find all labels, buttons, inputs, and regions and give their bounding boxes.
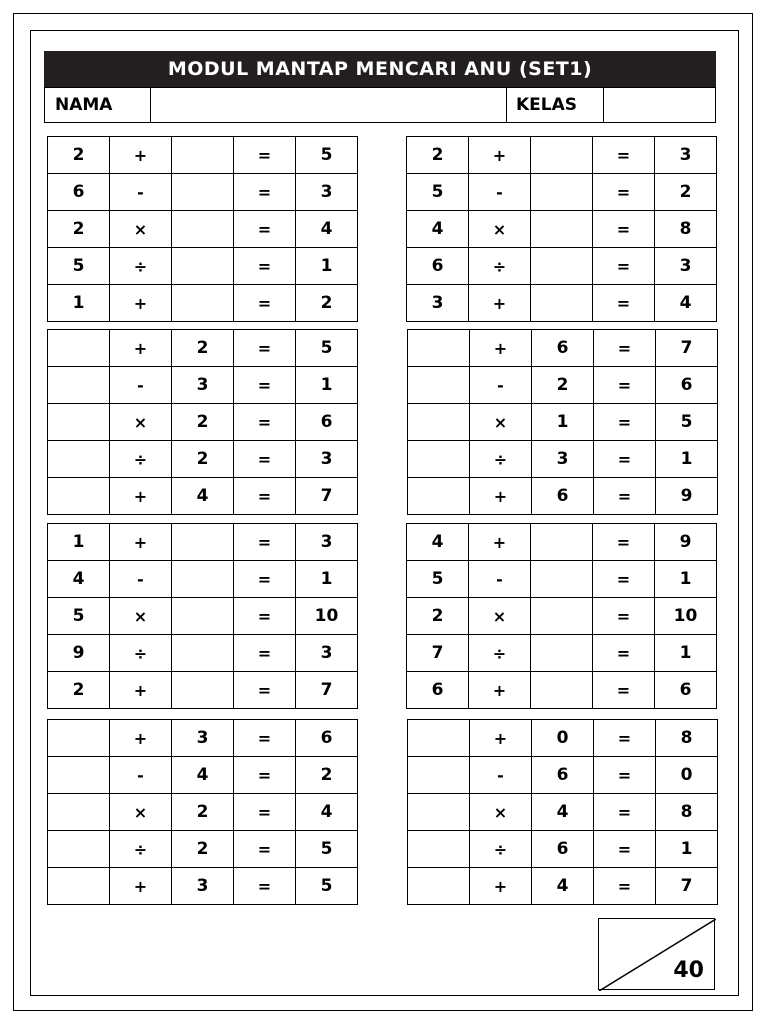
operand-b: 3	[532, 441, 594, 478]
operator: -	[110, 174, 172, 211]
operator: +	[110, 524, 172, 561]
result: 5	[296, 137, 358, 174]
result: 6	[296, 404, 358, 441]
operator: -	[470, 367, 532, 404]
operator: ×	[470, 794, 532, 831]
operand-b[interactable]	[172, 248, 234, 285]
operand-a[interactable]	[408, 367, 470, 404]
result: 6	[296, 720, 358, 757]
operator: +	[110, 720, 172, 757]
equation-row	[408, 478, 718, 515]
operand-a: 6	[407, 248, 469, 285]
equals-sign: =	[593, 635, 655, 672]
result: 2	[296, 757, 358, 794]
result: 1	[656, 831, 718, 868]
equals-sign: =	[594, 868, 656, 905]
equation-row	[408, 794, 718, 831]
operator: ÷	[110, 831, 172, 868]
class-label: KELAS	[507, 88, 604, 122]
result: 5	[656, 404, 718, 441]
equation-row	[48, 672, 358, 709]
equation-block-1	[47, 136, 358, 322]
operand-a: 4	[407, 524, 469, 561]
operator: ×	[110, 794, 172, 831]
equation-row	[48, 635, 358, 672]
operator: +	[469, 285, 531, 322]
equation-row	[407, 561, 717, 598]
result: 9	[655, 524, 717, 561]
result: 9	[656, 478, 718, 515]
equation-block-8	[407, 719, 718, 905]
operator: -	[110, 561, 172, 598]
operator: -	[469, 174, 531, 211]
operand-b[interactable]	[172, 524, 234, 561]
operator: +	[470, 330, 532, 367]
equals-sign: =	[234, 672, 296, 709]
operator: +	[469, 524, 531, 561]
operator: +	[470, 868, 532, 905]
operand-a: 4	[407, 211, 469, 248]
equation-block-4	[407, 329, 718, 515]
equals-sign: =	[594, 831, 656, 868]
operand-b: 2	[172, 794, 234, 831]
result: 7	[296, 478, 358, 515]
operand-a: 5	[48, 248, 110, 285]
operand-b: 4	[532, 868, 594, 905]
operator: ×	[470, 404, 532, 441]
operand-b: 3	[172, 367, 234, 404]
operand-b[interactable]	[172, 174, 234, 211]
operand-a[interactable]	[408, 831, 470, 868]
equation-row	[407, 598, 717, 635]
operand-a: 6	[407, 672, 469, 709]
score-box[interactable]	[598, 918, 715, 990]
operand-a[interactable]	[48, 757, 110, 794]
equals-sign: =	[594, 330, 656, 367]
equals-sign: =	[234, 868, 296, 905]
result: 3	[296, 441, 358, 478]
result: 0	[656, 757, 718, 794]
result: 1	[656, 441, 718, 478]
equals-sign: =	[234, 598, 296, 635]
result: 7	[296, 672, 358, 709]
operand-a: 2	[407, 137, 469, 174]
operand-b[interactable]	[172, 137, 234, 174]
equals-sign: =	[594, 794, 656, 831]
operand-b: 4	[172, 757, 234, 794]
operator: +	[110, 478, 172, 515]
result: 1	[655, 561, 717, 598]
equals-sign: =	[234, 524, 296, 561]
operator: ÷	[110, 441, 172, 478]
equals-sign: =	[234, 441, 296, 478]
operand-a: 2	[48, 672, 110, 709]
equation-block-5	[47, 523, 358, 709]
operand-a[interactable]	[48, 404, 110, 441]
operator: -	[470, 757, 532, 794]
operand-b[interactable]	[172, 211, 234, 248]
equation-row	[407, 248, 717, 285]
operand-a: 4	[48, 561, 110, 598]
equation-row	[408, 441, 718, 478]
operator: ÷	[470, 831, 532, 868]
operand-b[interactable]	[531, 524, 593, 561]
operand-a[interactable]	[408, 868, 470, 905]
operator: +	[110, 868, 172, 905]
operand-a[interactable]	[48, 794, 110, 831]
operator: +	[470, 478, 532, 515]
equation-block-6	[406, 523, 717, 709]
equation-row	[48, 367, 358, 404]
result: 1	[296, 248, 358, 285]
result: 10	[296, 598, 358, 635]
operand-a[interactable]	[48, 478, 110, 515]
equals-sign: =	[234, 404, 296, 441]
operand-b: 1	[532, 404, 594, 441]
result: 1	[296, 367, 358, 404]
operator: +	[469, 672, 531, 709]
result: 3	[296, 174, 358, 211]
operator: +	[110, 330, 172, 367]
operand-b[interactable]	[172, 672, 234, 709]
equation-row	[48, 441, 358, 478]
equation-row	[407, 524, 717, 561]
equation-row	[407, 174, 717, 211]
equals-sign: =	[593, 561, 655, 598]
equals-sign: =	[234, 211, 296, 248]
operand-a[interactable]	[408, 404, 470, 441]
operand-a[interactable]	[408, 478, 470, 515]
operator: ÷	[469, 635, 531, 672]
result: 8	[655, 211, 717, 248]
operand-a: 1	[48, 524, 110, 561]
operand-b[interactable]	[531, 211, 593, 248]
class-field[interactable]	[604, 88, 715, 122]
equation-block-3	[47, 329, 358, 515]
equation-row	[407, 211, 717, 248]
equals-sign: =	[594, 720, 656, 757]
operator: ÷	[469, 248, 531, 285]
equation-row	[408, 367, 718, 404]
operand-a: 6	[48, 174, 110, 211]
result: 1	[296, 561, 358, 598]
equals-sign: =	[234, 478, 296, 515]
operator: +	[470, 720, 532, 757]
operand-a[interactable]	[408, 757, 470, 794]
operand-b: 2	[172, 441, 234, 478]
operand-a: 5	[407, 561, 469, 598]
name-label: NAMA	[45, 88, 151, 122]
operand-a[interactable]	[408, 794, 470, 831]
equation-row	[48, 137, 358, 174]
equals-sign: =	[593, 137, 655, 174]
equals-sign: =	[594, 367, 656, 404]
operand-a[interactable]	[48, 367, 110, 404]
equation-row	[408, 404, 718, 441]
operator: ×	[469, 211, 531, 248]
equation-row	[48, 720, 358, 757]
equation-row	[408, 330, 718, 367]
operator: ÷	[110, 635, 172, 672]
equals-sign: =	[593, 598, 655, 635]
equation-row	[408, 720, 718, 757]
equation-row	[407, 285, 717, 322]
operator: +	[469, 137, 531, 174]
operator: -	[110, 367, 172, 404]
operand-b: 2	[172, 404, 234, 441]
equation-row	[48, 285, 358, 322]
operator: ÷	[470, 441, 532, 478]
operand-a: 2	[407, 598, 469, 635]
operator: ×	[469, 598, 531, 635]
operand-b[interactable]	[531, 174, 593, 211]
equals-sign: =	[593, 211, 655, 248]
result: 6	[655, 672, 717, 709]
worksheet-title	[44, 51, 716, 87]
operand-b: 4	[532, 794, 594, 831]
operand-a: 9	[48, 635, 110, 672]
equals-sign: =	[234, 285, 296, 322]
operand-b: 6	[532, 478, 594, 515]
equals-sign: =	[594, 441, 656, 478]
result: 4	[296, 211, 358, 248]
score-total: 40	[673, 958, 704, 983]
result: 1	[655, 635, 717, 672]
result: 8	[656, 794, 718, 831]
operand-b: 2	[172, 831, 234, 868]
operand-a[interactable]	[48, 720, 110, 757]
equals-sign: =	[593, 285, 655, 322]
operand-a: 1	[48, 285, 110, 322]
equals-sign: =	[593, 174, 655, 211]
result: 5	[296, 330, 358, 367]
equation-row	[407, 672, 717, 709]
result: 7	[656, 330, 718, 367]
result: 3	[296, 635, 358, 672]
equals-sign: =	[234, 330, 296, 367]
equation-row	[408, 757, 718, 794]
operand-b[interactable]	[531, 248, 593, 285]
result: 10	[655, 598, 717, 635]
operand-b[interactable]	[531, 635, 593, 672]
operand-b[interactable]	[172, 598, 234, 635]
operand-b[interactable]	[531, 285, 593, 322]
operand-b: 4	[172, 478, 234, 515]
equation-row	[48, 868, 358, 905]
operator: ×	[110, 404, 172, 441]
result: 2	[296, 285, 358, 322]
equals-sign: =	[234, 367, 296, 404]
operand-b: 6	[532, 831, 594, 868]
equation-row	[48, 404, 358, 441]
equals-sign: =	[234, 831, 296, 868]
operand-a: 5	[48, 598, 110, 635]
equals-sign: =	[594, 404, 656, 441]
equals-sign: =	[234, 248, 296, 285]
operand-a: 5	[407, 174, 469, 211]
operand-a: 7	[407, 635, 469, 672]
operator: +	[110, 137, 172, 174]
result: 6	[656, 367, 718, 404]
result: 4	[296, 794, 358, 831]
operator: ÷	[110, 248, 172, 285]
operand-b[interactable]	[531, 672, 593, 709]
operator: ×	[110, 598, 172, 635]
operand-b: 2	[532, 367, 594, 404]
operand-b[interactable]	[172, 561, 234, 598]
result: 8	[656, 720, 718, 757]
name-field[interactable]	[151, 88, 507, 122]
operand-b[interactable]	[172, 285, 234, 322]
equals-sign: =	[593, 524, 655, 561]
result: 3	[296, 524, 358, 561]
equation-block-7	[47, 719, 358, 905]
equals-sign: =	[234, 720, 296, 757]
equation-row	[48, 248, 358, 285]
result: 2	[655, 174, 717, 211]
equation-row	[48, 524, 358, 561]
equals-sign: =	[234, 561, 296, 598]
operand-b[interactable]	[531, 561, 593, 598]
operand-a[interactable]	[48, 441, 110, 478]
operand-a: 2	[48, 137, 110, 174]
result: 5	[296, 831, 358, 868]
result: 7	[656, 868, 718, 905]
equals-sign: =	[234, 174, 296, 211]
student-info-row	[44, 87, 716, 123]
operator: +	[110, 672, 172, 709]
operand-a: 2	[48, 211, 110, 248]
equation-block-2	[406, 136, 717, 322]
operand-b: 3	[172, 720, 234, 757]
operator: -	[110, 757, 172, 794]
operand-a[interactable]	[408, 441, 470, 478]
operator: +	[110, 285, 172, 322]
result: 3	[655, 137, 717, 174]
equals-sign: =	[234, 757, 296, 794]
equation-row	[408, 868, 718, 905]
equation-row	[48, 330, 358, 367]
equation-row	[48, 478, 358, 515]
equals-sign: =	[593, 248, 655, 285]
operand-b[interactable]	[531, 137, 593, 174]
operand-b: 2	[172, 330, 234, 367]
equation-row	[407, 137, 717, 174]
equation-row	[48, 831, 358, 868]
result: 3	[655, 248, 717, 285]
operator: ×	[110, 211, 172, 248]
operand-a[interactable]	[408, 720, 470, 757]
result: 4	[655, 285, 717, 322]
operand-b: 6	[532, 330, 594, 367]
operand-b[interactable]	[172, 635, 234, 672]
operator: -	[469, 561, 531, 598]
equation-row	[48, 794, 358, 831]
equation-row	[407, 635, 717, 672]
equals-sign: =	[594, 478, 656, 515]
equation-row	[48, 561, 358, 598]
equation-row	[48, 757, 358, 794]
operand-a[interactable]	[48, 868, 110, 905]
worksheet-title-text: MODUL MANTAP MENCARI ANU (SET1)	[167, 58, 593, 80]
result: 5	[296, 868, 358, 905]
equals-sign: =	[593, 672, 655, 709]
equals-sign: =	[594, 757, 656, 794]
operand-b[interactable]	[531, 598, 593, 635]
equals-sign: =	[234, 794, 296, 831]
operand-b: 0	[532, 720, 594, 757]
equation-row	[48, 174, 358, 211]
equation-row	[48, 211, 358, 248]
equation-row	[408, 831, 718, 868]
equals-sign: =	[234, 137, 296, 174]
operand-b: 3	[172, 868, 234, 905]
operand-a[interactable]	[408, 330, 470, 367]
equals-sign: =	[234, 635, 296, 672]
equation-row	[48, 598, 358, 635]
operand-b: 6	[532, 757, 594, 794]
operand-a[interactable]	[48, 330, 110, 367]
operand-a[interactable]	[48, 831, 110, 868]
operand-a: 3	[407, 285, 469, 322]
